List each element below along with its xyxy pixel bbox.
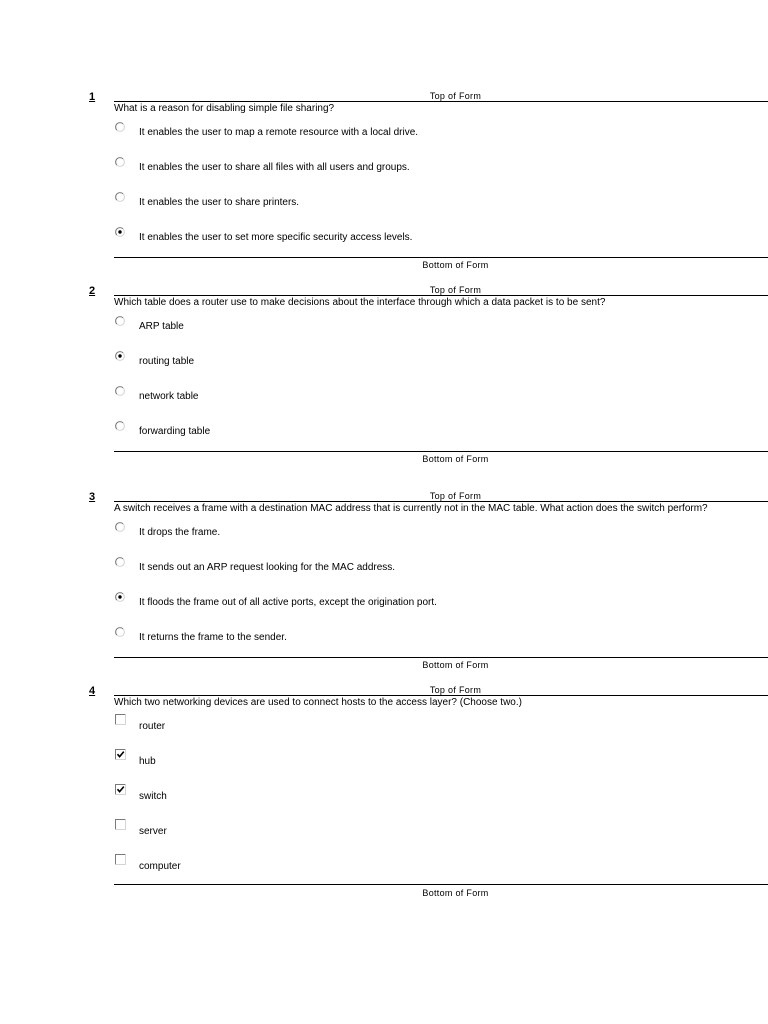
option-4[interactable] [0,819,768,839]
top-rule [114,695,768,696]
option-label: switch [139,791,167,802]
bottom-of-form-label: Bottom of Form [422,260,489,270]
top-rule [114,295,768,296]
option-label: It enables the user to map a remote resource with a local drive. [139,127,419,138]
option-1[interactable] [0,316,768,336]
question-number: 2 [89,285,96,297]
radio-button[interactable] [115,192,125,202]
radio-button[interactable] [115,227,125,237]
bottom-rule [114,657,768,658]
option-5[interactable] [0,854,768,874]
top-of-form-label: Top of Form [429,91,482,101]
bottom-of-form-label: Bottom of Form [422,660,489,670]
top-rule [114,101,768,102]
option-3[interactable] [0,192,768,212]
option-3[interactable] [0,592,768,612]
option-4[interactable] [0,421,768,441]
option-label: It drops the frame. [139,527,221,538]
radio-button[interactable] [115,351,125,361]
checkbox[interactable] [115,749,126,760]
question-text: A switch receives a frame with a destination MAC address that is currently not in the MAC table. What action does the switch perform? [114,503,708,514]
radio-selected-dot [118,230,121,233]
top-of-form-label: Top of Form [429,285,482,295]
radio-button[interactable] [115,316,125,326]
option-3[interactable] [0,386,768,406]
option-label: router [139,721,166,732]
option-label: It returns the frame to the sender. [139,632,287,643]
checkbox[interactable] [115,784,126,795]
top-rule [114,501,768,502]
radio-button[interactable] [115,627,125,637]
option-label: ARP table [139,321,184,332]
option-1[interactable] [0,522,768,542]
option-label: It sends out an ARP request looking for the MAC address. [139,562,396,573]
option-label: It enables the user to share all files with all users and groups. [139,162,410,173]
checkbox[interactable] [115,854,126,865]
checkbox[interactable] [115,714,126,725]
option-4[interactable] [0,627,768,647]
option-label: computer [139,861,181,872]
radio-button[interactable] [115,421,125,431]
question-number: 1 [89,91,96,103]
question-text: What is a reason for disabling simple file sharing? [114,103,335,114]
option-2[interactable] [0,351,768,371]
option-1[interactable] [0,122,768,142]
question-number: 4 [89,685,96,697]
option-1[interactable] [0,714,768,734]
radio-button[interactable] [115,592,125,602]
top-of-form-label: Top of Form [429,491,482,501]
question-text: Which table does a router use to make decisions about the interface through which a data packet is to be sent? [114,297,606,308]
bottom-of-form-label: Bottom of Form [422,888,489,898]
bottom-rule [114,451,768,452]
radio-selected-dot [118,595,121,598]
radio-button[interactable] [115,122,125,132]
bottom-rule [114,257,768,258]
radio-button[interactable] [115,157,125,167]
bottom-of-form-label: Bottom of Form [422,454,489,464]
option-label: network table [139,391,199,402]
radio-selected-dot [118,354,121,357]
radio-button[interactable] [115,557,125,567]
question-number: 3 [89,491,96,503]
option-4[interactable] [0,227,768,247]
checkbox[interactable] [115,819,126,830]
option-2[interactable] [0,749,768,769]
option-label: It enables the user to set more specific security access levels. [139,232,413,243]
option-2[interactable] [0,157,768,177]
option-label: routing table [139,356,195,367]
radio-button[interactable] [115,386,125,396]
top-of-form-label: Top of Form [429,685,482,695]
option-label: It floods the frame out of all active ports, except the origination port. [139,597,437,608]
option-label: server [139,826,167,837]
option-label: hub [139,756,156,767]
bottom-rule [114,884,768,885]
option-2[interactable] [0,557,768,577]
radio-button[interactable] [115,522,125,532]
option-label: It enables the user to share printers. [139,197,300,208]
question-text: Which two networking devices are used to connect hosts to the access layer? (Choose two.) [114,697,522,708]
option-3[interactable] [0,784,768,804]
option-label: forwarding table [139,426,211,437]
